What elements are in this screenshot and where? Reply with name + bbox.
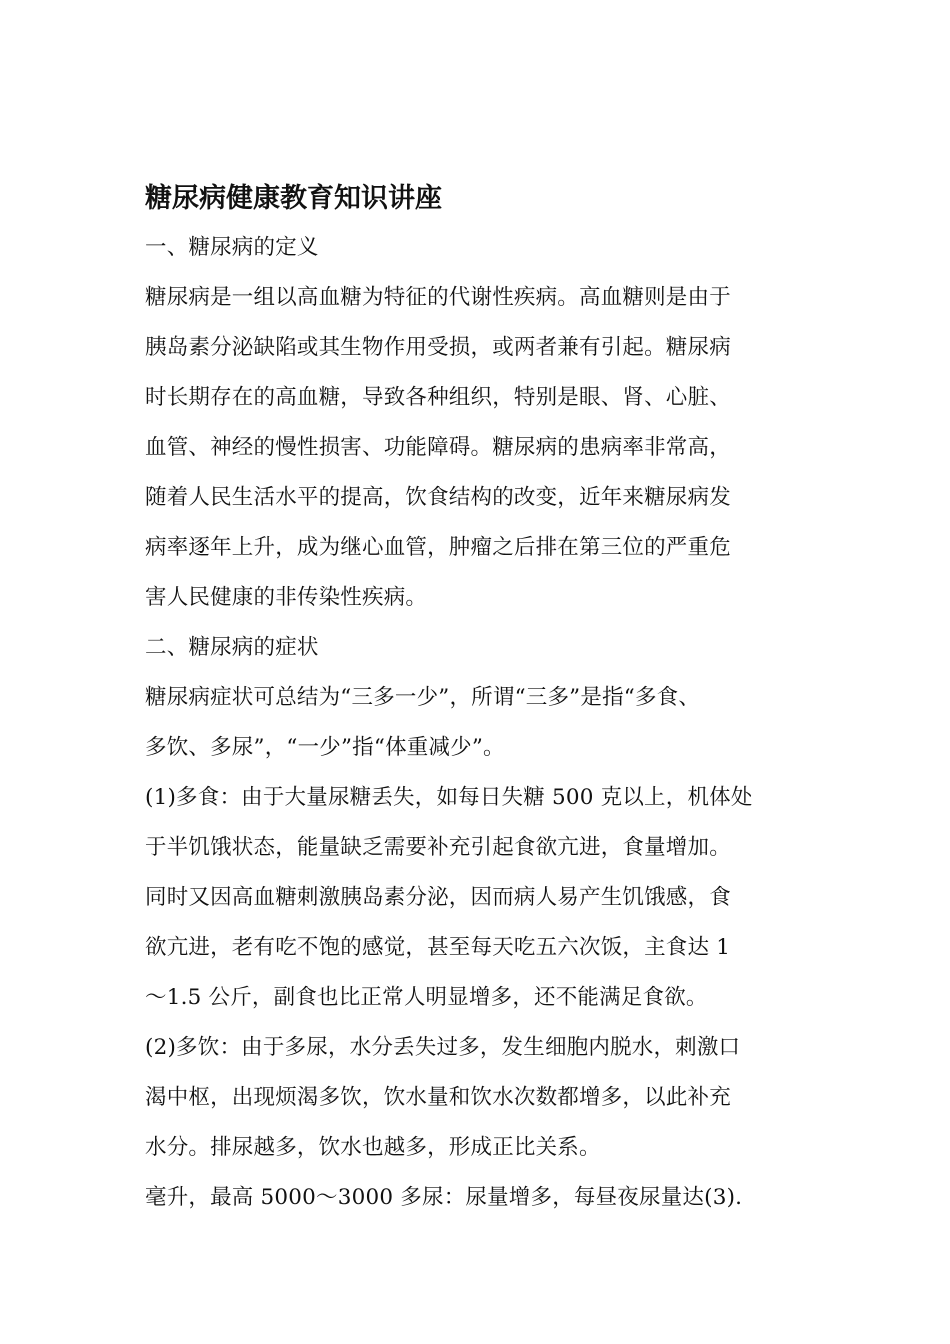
paragraph-line: 时长期存在的高血糖，导致各种组织，特别是眼、肾、心脏、 [145, 385, 731, 410]
section-heading-definition: 一、糖尿病的定义 [145, 235, 319, 260]
paragraph-line: 毫升，最高 5000～3000 多尿：尿量增多，每昼夜尿量达(3). [145, 1185, 743, 1210]
paragraph-line: 于半饥饿状态，能量缺乏需要补充引起食欲亢进，食量增加。 [145, 835, 731, 860]
paragraph-line: 糖尿病症状可总结为“三多一少”，所谓“三多”是指“多食、 [145, 685, 701, 710]
paragraph-line: 病率逐年上升，成为继心血管，肿瘤之后排在第三位的严重危 [145, 535, 731, 560]
paragraph-line: ～1.5 公斤，副食也比正常人明显增多，还不能满足食欲。 [145, 985, 708, 1010]
paragraph-line: 糖尿病是一组以高血糖为特征的代谢性疾病。高血糖则是由于 [145, 285, 731, 310]
paragraph-line: 水分。排尿越多，饮水也越多，形成正比关系。 [145, 1135, 601, 1160]
paragraph-line: 害人民健康的非传染性疾病。 [145, 585, 428, 610]
paragraph-line: 胰岛素分泌缺陷或其生物作用受损，或两者兼有引起。糖尿病 [145, 335, 731, 360]
paragraph-line: 随着人民生活水平的提高，饮食结构的改变，近年来糖尿病发 [145, 485, 731, 510]
document-title: 糖尿病健康教育知识讲座 [145, 183, 442, 214]
paragraph-line: 欲亢进，老有吃不饱的感觉，甚至每天吃五六次饭，主食达 1 [145, 935, 731, 960]
paragraph-line: 渴中枢，出现烦渴多饮，饮水量和饮水次数都增多，以此补充 [145, 1085, 731, 1110]
section-heading-symptoms: 二、糖尿病的症状 [145, 635, 319, 660]
paragraph-line: (1)多食：由于大量尿糖丢失，如每日失糖 500 克以上，机体处 [145, 785, 753, 810]
paragraph-line: 血管、神经的慢性损害、功能障碍。糖尿病的患病率非常高， [145, 435, 731, 460]
paragraph-line: (2)多饮：由于多尿，水分丢失过多，发生细胞内脱水，刺激口 [145, 1035, 741, 1060]
paragraph-line: 同时又因高血糖刺激胰岛素分泌，因而病人易产生饥饿感，食 [145, 885, 731, 910]
paragraph-line: 多饮、多尿”，“一少”指“体重减少”。 [145, 735, 505, 760]
